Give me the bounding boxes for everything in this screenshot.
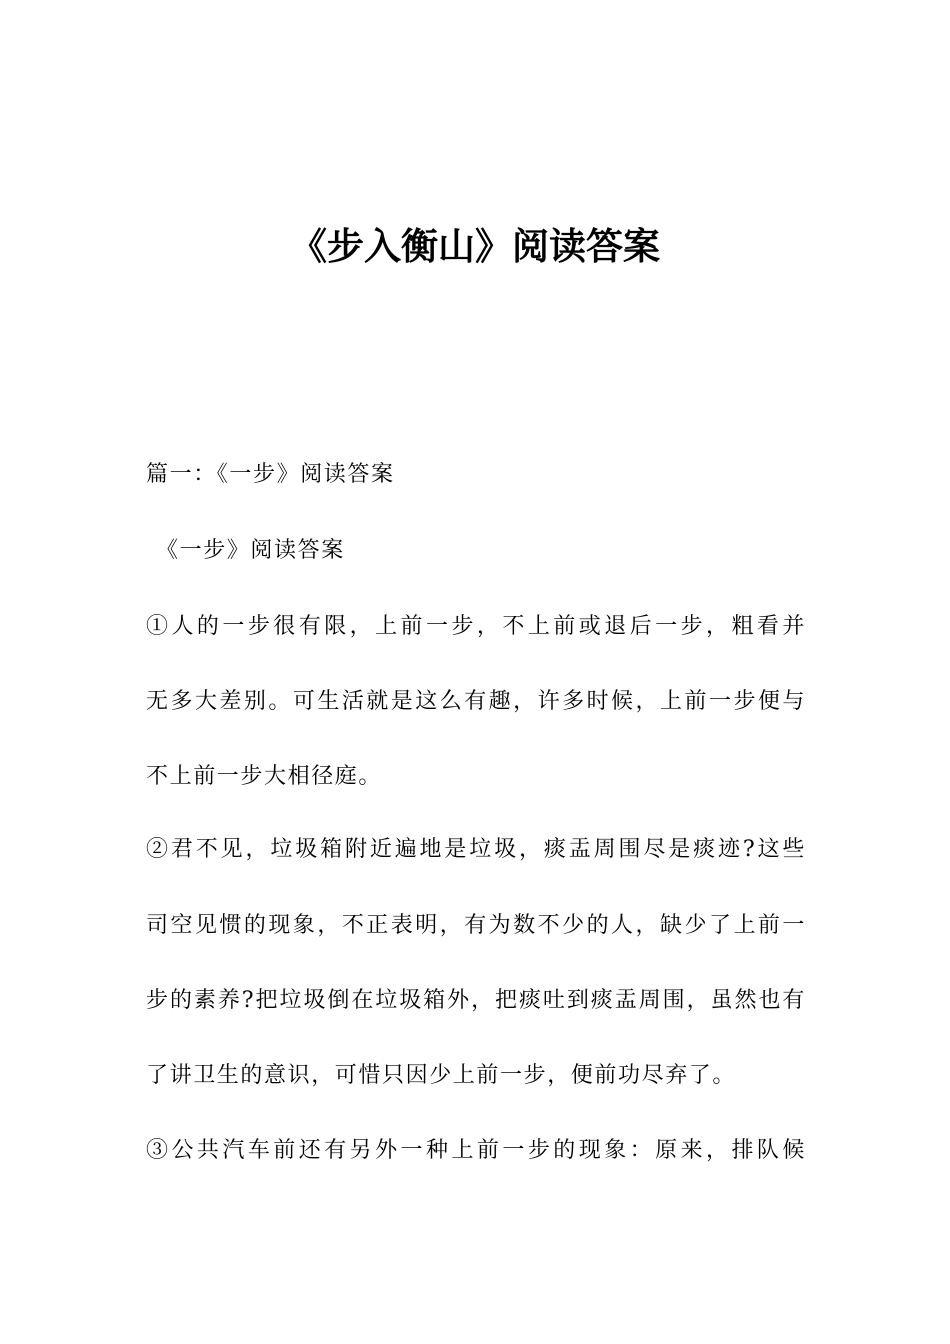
paragraph-line: ②君不见，垃圾箱附近遍地是垃圾，痰盂周围尽是痰迹?这些 [146, 837, 806, 862]
paragraph-line: 步的素养?把垃圾倒在垃圾箱外，把痰吐到痰盂周围，虽然也有 [146, 988, 806, 1013]
subheading: 《一步》阅读答案 [156, 538, 345, 563]
paragraph-line: 了讲卫生的意识，可惜只因少上前一步，便前功尽弃了。 [146, 1063, 737, 1088]
paragraph-line: ③公共汽车前还有另外一种上前一步的现象：原来，排队候 [146, 1138, 806, 1163]
document-title: 《步入衡山》阅读答案 [290, 225, 660, 268]
paragraph-line: 不上前一步大相径庭。 [146, 764, 383, 789]
paragraph-line: 司空见惯的现象，不正表明，有为数不少的人，缺少了上前一 [146, 913, 806, 938]
paragraph-line: ①人的一步很有限，上前一步，不上前或退后一步，粗看并 [146, 614, 806, 639]
paragraph-line: 无多大差别。可生活就是这么有趣，许多时候，上前一步便与 [146, 689, 806, 714]
section-heading: 篇一：《一步》阅读答案 [146, 462, 395, 487]
